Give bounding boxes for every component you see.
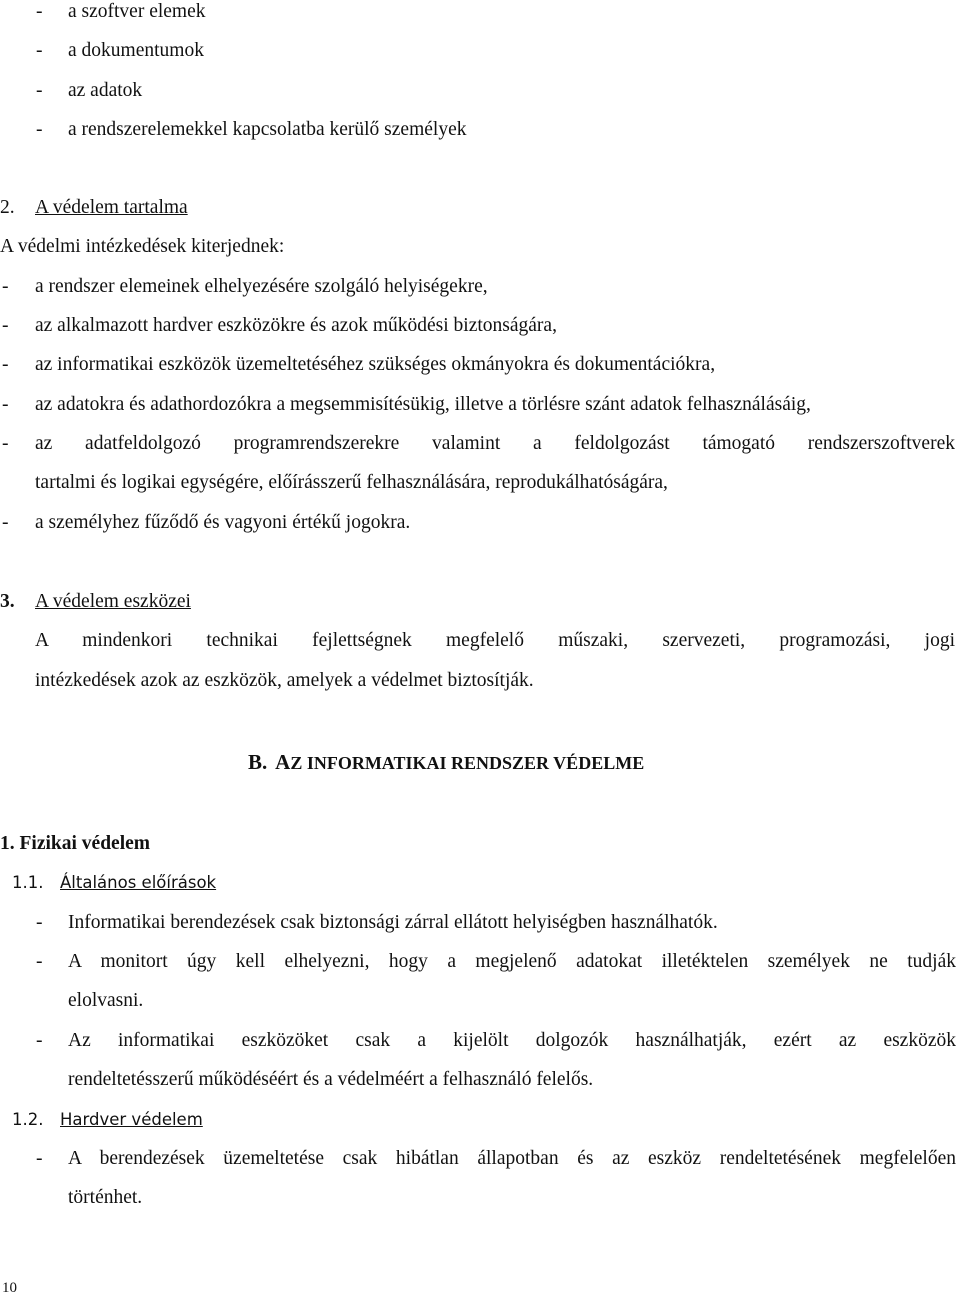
list-item-text: történhet.	[68, 1187, 143, 1208]
chapter-letter: B.	[248, 750, 268, 774]
intro-text: A védelmi intézkedések kiterjednek:	[0, 236, 285, 257]
list-dash: -	[36, 80, 43, 101]
list-item-text: A berendezések üzemeltetése csak hibátlan állapotban és az eszköz rendeltetésének megfelelően	[68, 1148, 956, 1169]
list-dash: -	[36, 951, 43, 972]
list-dash: -	[2, 433, 9, 454]
section-title: A védelem eszközei	[35, 591, 191, 612]
list-dash: -	[36, 119, 43, 140]
list-item-text: az informatikai eszközök üzemeltetéséhez szükséges okmányokra és dokumentációkra,	[35, 354, 716, 375]
paragraph-text: intézkedések azok az eszközök, amelyek a védelmet biztosítják.	[35, 670, 534, 691]
list-dash: -	[36, 1, 43, 22]
list-dash: -	[36, 1148, 43, 1169]
section-number: 2.	[0, 197, 15, 218]
list-item-text: a rendszerelemekkel kapcsolatba kerülő személyek	[68, 119, 467, 140]
paragraph-text: A mindenkori technikai fejlettségnek megfelelő műszaki, szervezeti, programozási, jogi	[35, 630, 955, 651]
list-dash: -	[2, 315, 9, 336]
chapter-heading	[248, 750, 644, 776]
list-item-text: az alkalmazott hardver eszközökre és azok működési biztonságára,	[35, 315, 557, 336]
chapter-title: Z INFORMATIKAI RENDSZER VÉDELME	[290, 753, 645, 773]
list-dash: -	[2, 276, 9, 297]
list-item-text: elolvasni.	[68, 990, 144, 1011]
list-item-text: rendeltetésszerű működéséért és a védelméért a felhasználó felelős.	[68, 1069, 594, 1090]
list-item-text: a személyhez fűződő és vagyoni értékű jogokra.	[35, 512, 411, 533]
section-number: 3.	[0, 591, 15, 612]
sub-subsection-number: 1.1.	[12, 873, 44, 892]
list-item-text: a szoftver elemek	[68, 1, 206, 22]
list-dash: -	[36, 40, 43, 61]
section-title: A védelem tartalma	[35, 197, 188, 218]
page-number-text: 10	[2, 1280, 17, 1296]
list-item-text: Informatikai berendezések csak biztonsági zárral ellátott helyiségben használhatók.	[68, 912, 718, 933]
sub-subsection-number: 1.2.	[12, 1110, 44, 1129]
list-item-text: a rendszer elemeinek elhelyezésére szolgáló helyiségekre,	[35, 276, 488, 297]
subsection-title: 1. Fizikai védelem	[0, 833, 151, 854]
list-item-text: a dokumentumok	[68, 40, 204, 61]
list-dash: -	[2, 512, 9, 533]
list-item-text: az adatok	[68, 80, 143, 101]
list-dash: -	[2, 394, 9, 415]
list-item-text: A monitort úgy kell elhelyezni, hogy a megjelenő adatokat illetéktelen személyek ne tudják	[68, 951, 956, 972]
list-dash: -	[36, 912, 43, 933]
list-item-text: az adatfeldolgozó programrendszerekre valamint a feldolgozást támogató rendszerszoftverek	[35, 433, 955, 454]
list-item-text: tartalmi és logikai egységére, előírásszerű felhasználására, reprodukálhatóságára,	[35, 472, 668, 493]
list-item-text: az adatokra és adathordozókra a megsemmisítésükig, illetve a törlésre szánt adatok felhasználásáig,	[35, 394, 811, 415]
list-item-text: Az informatikai eszközöket csak a kijelölt dolgozók használhatják, ezért az eszközök	[68, 1030, 956, 1051]
list-dash: -	[36, 1030, 43, 1051]
sub-subsection-title: Hardver védelem	[60, 1110, 203, 1129]
list-dash: -	[2, 354, 9, 375]
chapter-initial: A	[275, 750, 291, 774]
sub-subsection-title: Általános előírások	[60, 873, 217, 892]
